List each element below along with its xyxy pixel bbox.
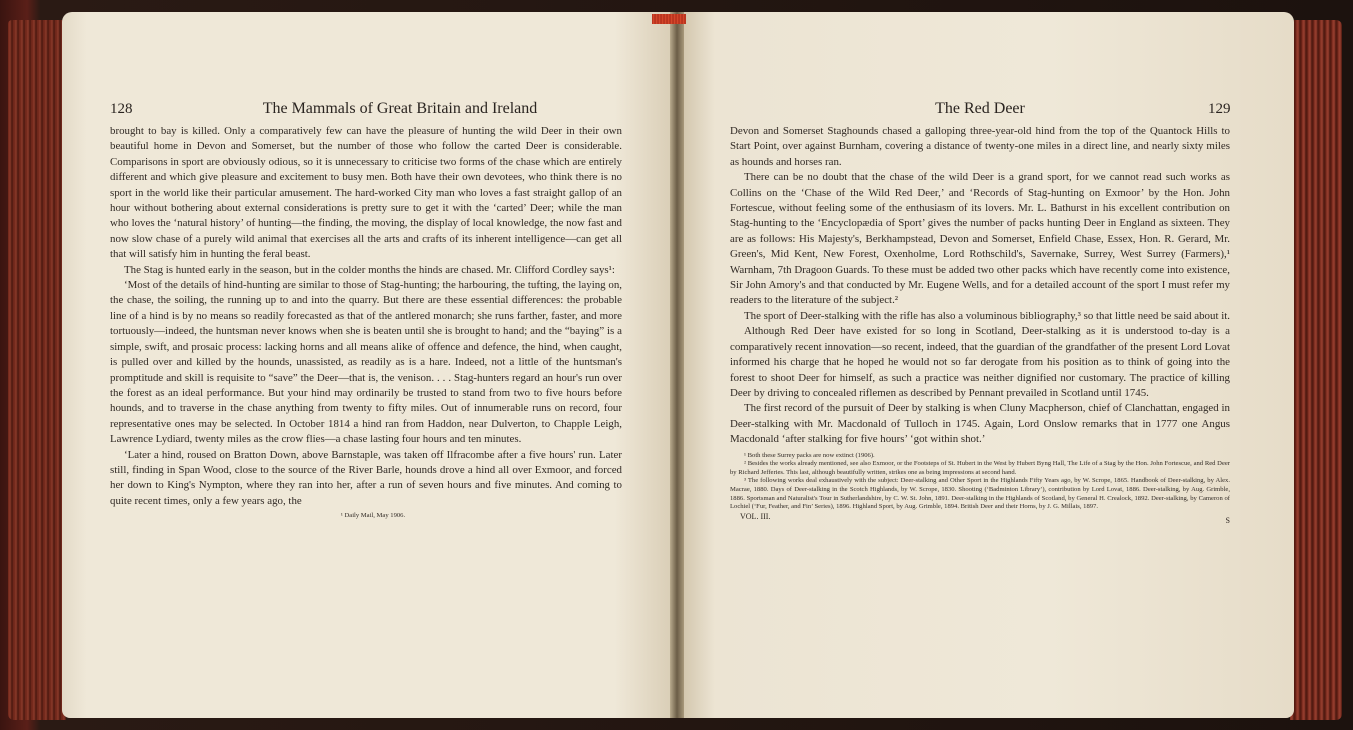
footnote: ³ The following works deal exhaustively with the subject: Deer-stalking and Other Sport in the Highlands Fifty Years ago, by W. Scrope, 1865. Handbook of Deer-stalking, by Alex. Macrae, 1880. Days of Deer-stalking in the Scotch Highlands, by W. Scrope, 1830. Shooting (‘Badminton Library’), contribution by Lord Lovat, 1886. Deer-stalking, by Aug. Grimble, 1886. Sportsman and Naturalist's Tour in Sutherlandshire, by C. W. St. John, 1891. Deer-stalking in the Highlands of Scotland, by General H. Crealock, 1892. Deer-stalking, by Cameron of Lochiel (‘Fur, Feather, and Fin’ Series), 1896. Highland Sport, by Aug. Grimble, 1894. British Deer and their Horns, by J. G. Millais, 1897. — [730, 477, 1230, 511]
paragraph: ‘Most of the details of hind-hunting are similar to those of Stag-hunting; the harbouring, the tufting, the laying on, the chase, the soiling, the running up to and into the quarry. But there are these essential differences: the probable line of a hind is by no means so readily forecasted as that of the antlered monarch; she runs farther, faster, and more tortuously—indeed, the huntsman never knows when she is beaten until she is brought to hand; and the “baying” is a simple, swift, and prosaic process: lacking horns and all means alike of offence and defence, the hind, when caught, is pulled over and killed by the hounds, unassisted, as readily as is a hare. Indeed, not a little of the huntsman's promptitude and skill is requisite to “save” the Deer—that is, the venison. . . . Stag-hunters regard an hour's run over the forest as an ideal performance. But your hind may ordinarily be trusted to stand from two to five hours before hounds, and to traverse in the chase anything from twenty to fifty miles. Out of innumerable runs on record, four representative ones may be selected. In October 1814 a hind ran from Haddon, near Dulverton, to Chapple Leigh, Lawrence Lydiard, twenty miles as the crow flies—a chase lasting four hours and ten minutes. — [110, 279, 622, 446]
right-page-number: 129 — [1208, 101, 1231, 117]
signature-mark: S — [1225, 515, 1230, 525]
paragraph: The first record of the pursuit of Deer by stalking is when Cluny Macpherson, chief of Clanchattan, engaged in Deer-stalking with Mr. Macdonald of Tulloch in 1745. Again, Lord Onslow remarks that in 1777 one Angus Macdonald ‘after stalking for five hours’ ‘got within shot.’ — [730, 402, 1230, 446]
paragraph: The sport of Deer-stalking with the rifle has also a voluminous bibliography,³ so that little need be said about it. — [744, 309, 1230, 322]
paragraph: Devon and Somerset Staghounds chased a galloping three-year-old hind from the top of the Quantock Hills to Start Point, over against Burnham, covering a distance of twenty-one miles in a direct line, and nearly sixty miles as hounds and horses ran. — [730, 125, 1230, 168]
left-page-number: 128 — [110, 101, 133, 117]
right-text-column — [730, 124, 1230, 525]
footnote: ¹ Both these Surrey packs are now extinct (1906). — [744, 451, 875, 459]
page-edges-right — [1290, 20, 1342, 720]
paragraph: Although Red Deer have existed for so long in Scotland, Deer-stalking as it is understood to-day is a comparatively recent innovation—so recent, indeed, that the guardian of the grandfather of the present Lord Lovat informed his charge that he hoped he would not so far derogate from his position as to think of going into the forest to shoot Deer for himself, as such a practice was neither dignified nor customary. The practice of killing Deer by driving to concealed riflemen as described by Pennant prevailed in Scotland until 1745. — [730, 325, 1230, 399]
paragraph: The Stag is hunted early in the season, but in the colder months the hinds are chased. Mr. Clifford Cordley says¹: — [124, 263, 615, 276]
page-edges-left — [8, 20, 66, 720]
paragraph: ‘Later a hind, roused on Bratton Down, above Barnstaple, was taken off Ilfracombe after a five hours' run. Later still, finding in Span Wood, close to the source of the River Barle, hounds drove a hind all over Exmoor, and forced her down to King's Nympton, where they ran into her, after a run of seven hours and five minutes. And coming to quite recent times, only a few years ago, the — [110, 448, 622, 507]
right-running-head: The Red Deer — [935, 100, 1025, 117]
volume-mark: VOL. III. — [740, 511, 771, 521]
left-text-column — [110, 124, 622, 521]
paragraph: brought to bay is killed. Only a comparatively few can have the pleasure of hunting the wild Deer in their own beautiful home in Devon and Somerset, but the number of those who follow the carted Deer is considerable. Comparisons in sport are obviously odious, so it is unnecessary to criticise two forms of the chase which are entirely different and which give pleasure and excitement to busy men. Both have their own devotees, who think there is no sport in the world like their particular amusement. The hard-worked City man who loves a fast straight gallop of an hour without bothering about external considerations is pretty sure to get it with the ‘carted’ Deer; while the man who loves the ‘natural history’ of hunting—the finding, the moving, the display of local knowledge, the now fast and now slow chase of a purely wild animal that exercises all the arts and crafts of its inherent intelligence—can get all that will satisfy him in hunting the feral beast. — [110, 125, 622, 261]
left-running-head: The Mammals of Great Britain and Ireland — [262, 100, 538, 117]
paragraph: There can be no doubt that the chase of the wild Deer is a grand sport, for we cannot read such works as Collins on the ‘Chase of the Wild Red Deer,’ and ‘Records of Stag-hunting on Exmoor’ by the Hon. John Fortescue, without feeling some of the enthusiasm of its lovers. Mr. L. Bathurst in his excellent contribution on Stag-hunting to the ‘Encyclopædia of Sport’ gives the number of packs hunting Deer in England as sixteen. They are as follows: His Majesty's, Berkhampstead, Devon and Somerset, Enfield Chase, Essex, Hon. R. Gerard, Mr. Green's, Mid Kent, New Forest, Oxenholme, Lord Rothschild's, Savernake, Surrey, West Surrey (Farmers),¹ Warnham, 7th Dragoon Guards. To these must be added two other packs which have recently come into existence, Sir John Amory's and that conducted by Mr. Eugene Wells, and for a detailed account of the sport I must refer my readers to the literature of the subject.² — [730, 171, 1230, 307]
headband — [652, 14, 686, 24]
footnote: ² Besides the works already mentioned, see also Exmoor, or the Footsteps of St. Hubert in the West by Hubert Byng Hall, The Life of a Stag by the Hon. John Fortescue, and Red Deer by Richard Jefferies. This last, although beautifully written, strikes one as being impressions at second hand. — [730, 460, 1230, 476]
footnote: ¹ Daily Mail, May 1906. — [340, 512, 406, 520]
book-gutter — [670, 12, 684, 718]
